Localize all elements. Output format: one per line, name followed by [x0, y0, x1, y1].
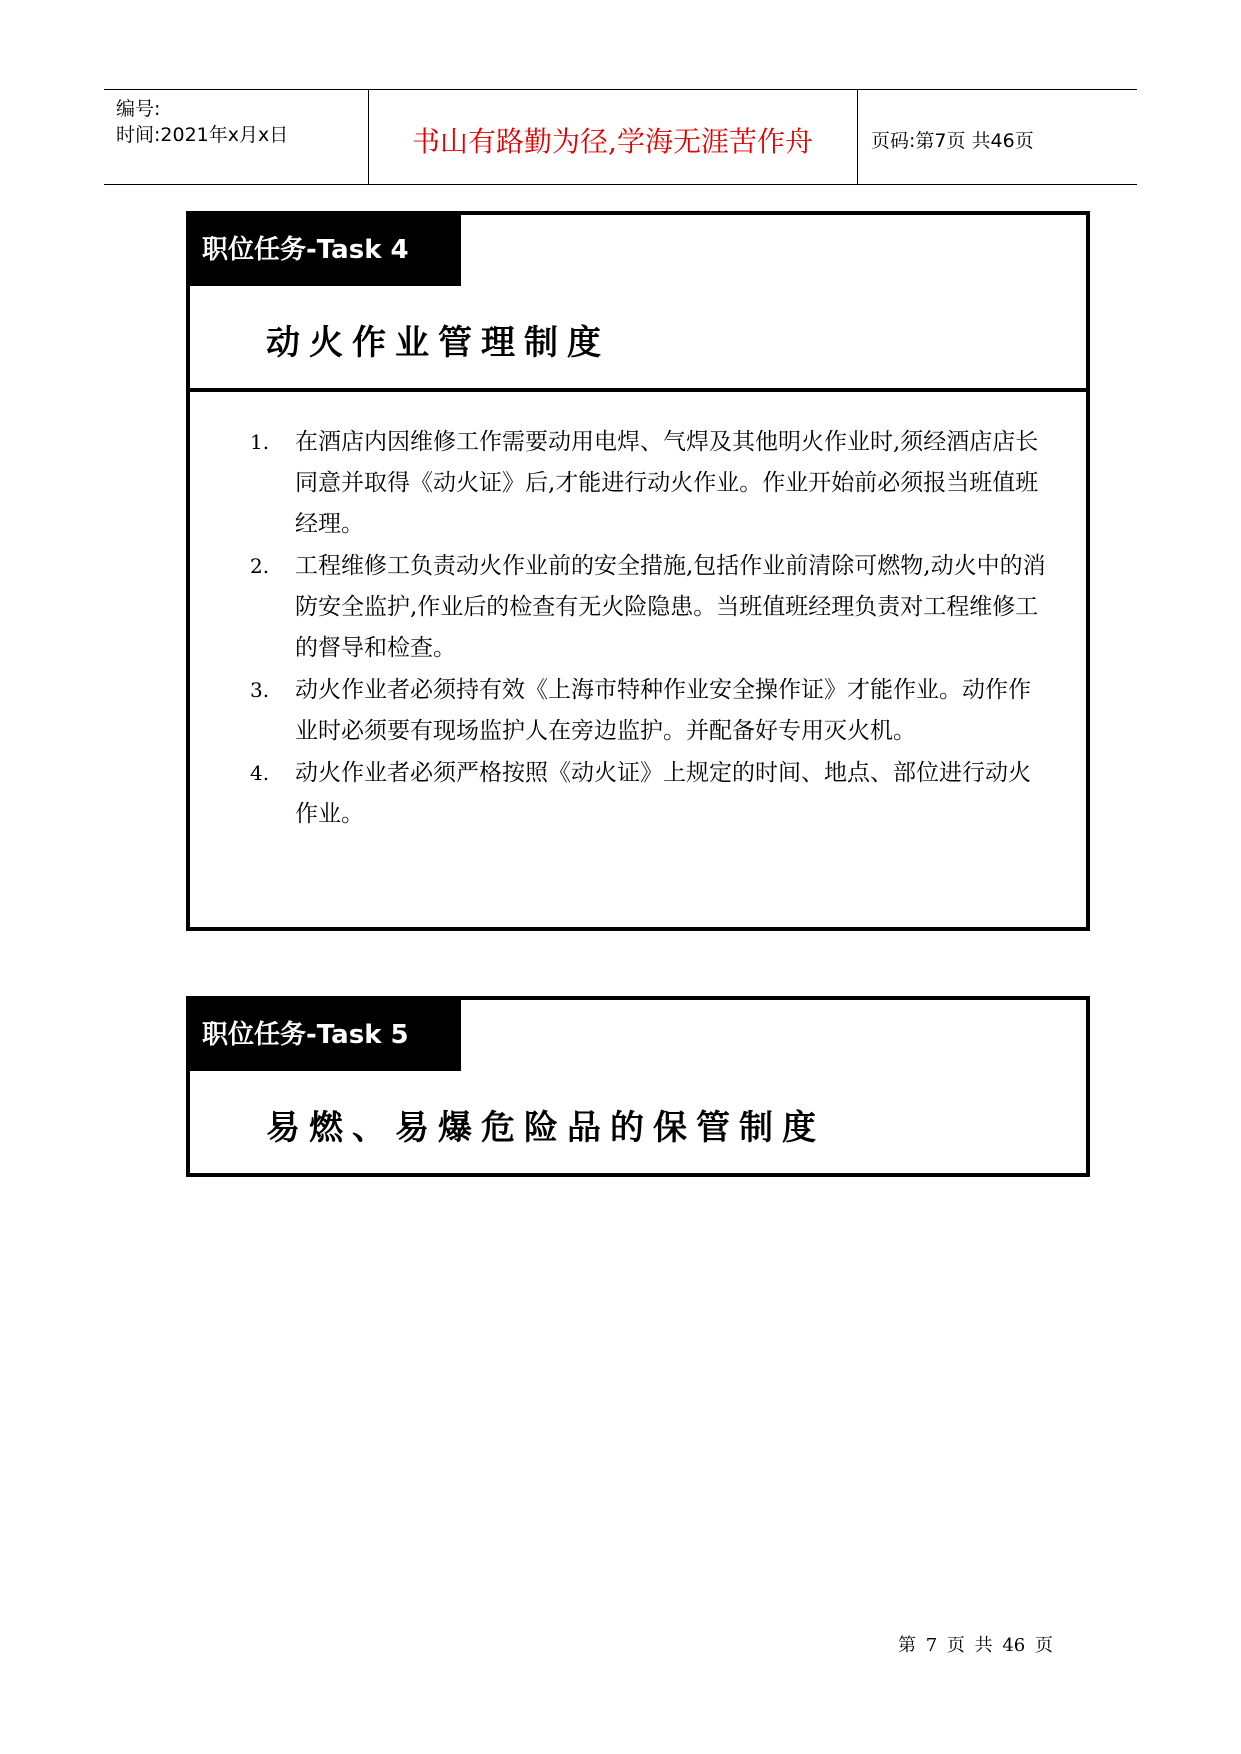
list-item: [250, 753, 1050, 835]
task-4-title: 动火作业管理制度: [266, 323, 610, 363]
header-info-cell: [104, 90, 369, 184]
header-motto-cell: [368, 90, 858, 184]
item-number: 3.: [250, 678, 270, 702]
item-number: 2.: [250, 554, 270, 578]
task-5-tag: 职位任务-Task 5: [190, 1000, 461, 1071]
item-text: 动火作业者必须严格按照《动火证》上规定的时间、地点、部位进行动火作业。: [295, 760, 1031, 827]
task-4-box: [186, 211, 1090, 931]
item-number: 1.: [250, 430, 270, 454]
task-4-list: [250, 422, 1050, 836]
page-info: 页码:第7页 共46页: [871, 130, 1034, 152]
number-label: 编号:: [116, 98, 161, 120]
task-4-divider: [190, 388, 1086, 392]
list-item: [250, 670, 1050, 752]
page-footer: 第 7 页 共 46 页: [898, 1635, 1053, 1656]
item-text: 工程维修工负责动火作业前的安全措施,包括作业前清除可燃物,动火中的消防安全监护,作业后的检查有无火险隐患。当班值班经理负责对工程维修工的督导和检查。: [295, 553, 1046, 661]
list-item: [250, 546, 1050, 669]
list-item: [250, 422, 1050, 545]
task-5-title: 易燃、易爆危险品的保管制度: [266, 1108, 825, 1148]
header-page-cell: [857, 90, 1137, 184]
item-text: 在酒店内因维修工作需要动用电焊、气焊及其他明火作业时,须经酒店店长同意并取得《动火证》后,才能进行动火作业。作业开始前必须报当班值班经理。: [295, 429, 1039, 537]
item-text: 动火作业者必须持有效《上海市特种作业安全操作证》才能作业。动作作业时必须要有现场监护人在旁边监护。并配备好专用灭火机。: [295, 677, 1031, 744]
task-5-box: [186, 996, 1090, 1177]
task-4-tag: 职位任务-Task 4: [190, 215, 461, 286]
motto: 书山有路勤为径,学海无涯苦作舟: [412, 125, 813, 158]
item-number: 4.: [250, 761, 270, 785]
page-header: [104, 89, 1137, 185]
time-label: 时间:2021年x月x日: [116, 124, 289, 146]
